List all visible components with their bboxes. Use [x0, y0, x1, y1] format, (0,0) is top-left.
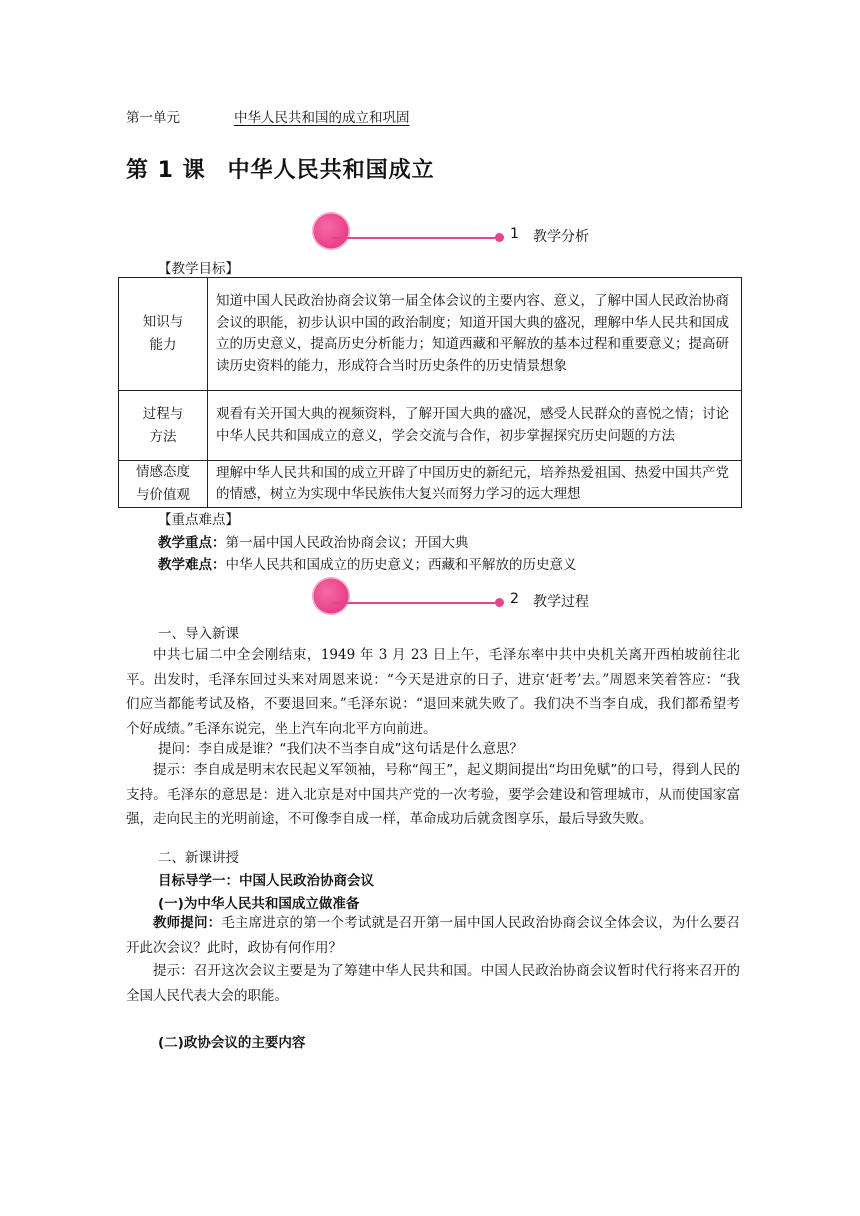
table-row — [119, 391, 742, 461]
unit-label: 第一单元 — [126, 110, 180, 126]
row-key — [119, 391, 208, 461]
circle-icon — [312, 212, 350, 250]
hint-paragraph-2: 提示：召开这次会议主要是为了筹建中华人民共和国。中国人民政治协商会议暂时代行将来召开的全国人民代表大会的职能。 — [126, 963, 740, 1004]
goals-table — [118, 277, 742, 508]
intro-heading: 一、导入新课 — [158, 626, 239, 642]
lesson-number: 第 1 课 — [126, 158, 206, 183]
lesson-title — [126, 153, 435, 184]
row-text: 观看有关开国大典的视频资料，了解开国大典的盛况，感受人民群众的喜悦之情；讨论中华人民共和国成立的意义，学会交流与合作，初步掌握探究历史问题的方法 — [208, 391, 742, 461]
question-text: 提问：李自成是谁？“我们决不当李自成”这句话是什么意思？ — [158, 741, 523, 757]
goal-heading: 目标导学一：中国人民政治协商会议 — [158, 873, 374, 889]
keypoints-heading: 【重点难点】 — [158, 512, 239, 528]
key-point-label: 教学重点： — [158, 535, 226, 551]
unit-title: 中华人民共和国的成立和巩固 — [234, 110, 410, 126]
unit-header — [126, 106, 410, 126]
key-line: 方法 — [149, 428, 177, 445]
table-row — [119, 278, 742, 391]
table-row — [119, 461, 742, 508]
teacher-label: 教师提问： — [153, 915, 222, 931]
key-line: 与价值观 — [136, 487, 190, 503]
new-lesson-heading: 二、新课讲授 — [158, 850, 239, 866]
row-text: 知道中国人民政治协商会议第一届全体会议的主要内容、意义，了解中国人民政治协商会议的职能，初步认识中国的政治制度；知道开国大典的盛况，理解中华人民共和国成立的历史意义，提高历史分析能力；知道西藏和平解放的基本过程和重要意义；提高研读历史资料的能力，形成符合当时历史条件的历史情景想象 — [208, 278, 742, 391]
difficulty-label: 教学难点： — [158, 557, 226, 573]
divider-line — [332, 237, 500, 239]
subsection-heading-2: (二)政协会议的主要内容 — [158, 1035, 306, 1051]
goals-heading: 【教学目标】 — [158, 261, 239, 277]
key-line: 知识与 — [142, 314, 184, 330]
intro-paragraph: 中共七届二中全会刚结束，1949 年 3 月 23 日上午，毛泽东率中共中央机关离开西柏坡前往北平。出发时，毛泽东回过头来对周恩来说：“今天是进京的日子，进京‘赶考’去。”周恩来笑着答应：“我们应当都能考试及格，不要退回来。”毛泽东说：“退回来就失败了。我们决不当李自成，我们都希望考个好成绩。”毛泽东说完，坐上汽车向北平方向前进。 — [126, 647, 740, 737]
section-label: 教学分析 — [533, 229, 589, 245]
key-line: 能力 — [149, 337, 177, 353]
section-marker-analysis — [312, 212, 652, 252]
teacher-question-text: 毛主席进京的第一个考试就是召开第一届中国人民政治协商会议全体会议，为什么要召开此次会议？此时，政协有何作用？ — [126, 915, 741, 956]
row-key — [119, 278, 208, 391]
key-point-line — [158, 531, 469, 551]
dot-icon — [495, 598, 504, 607]
teacher-question — [126, 911, 740, 960]
key-line: 过程与 — [142, 405, 184, 422]
key-point-text: 第一届中国人民政治协商会议；开国大典 — [225, 535, 469, 551]
divider-line — [332, 602, 500, 604]
section-number: 1 — [510, 226, 519, 242]
row-text: 理解中华人民共和国的成立开辟了中国历史的新纪元，培养热爱祖国、热爱中国共产党的情感，树立为实现中华民族伟大复兴而努力学习的远大理想 — [208, 461, 742, 508]
section-label: 教学过程 — [533, 594, 589, 610]
difficulty-line — [158, 553, 577, 573]
difficulty-text: 中华人民共和国成立的历史意义；西藏和平解放的历史意义 — [225, 557, 577, 573]
circle-icon — [312, 577, 350, 615]
subsection-heading: (一)为中华人民共和国成立做准备 — [158, 896, 360, 912]
lesson-name: 中华人民共和国成立 — [227, 158, 435, 183]
dot-icon — [495, 233, 504, 242]
hint-paragraph: 提示：李自成是明末农民起义军领袖，号称“闯王”，起义期间提出“均田免赋”的口号，得到人民的支持。毛泽东的意思是：进入北京是对中国共产党的一次考验，要学会建设和管理城市，从而使国家富强，走向民主的光明前途，不可像李自成一样，革命成功后就贪图享乐，最后导致失败。 — [126, 762, 740, 827]
row-key — [119, 461, 208, 508]
section-number: 2 — [510, 591, 519, 607]
section-marker-process — [312, 577, 652, 617]
key-line: 情感态度 — [136, 464, 190, 480]
